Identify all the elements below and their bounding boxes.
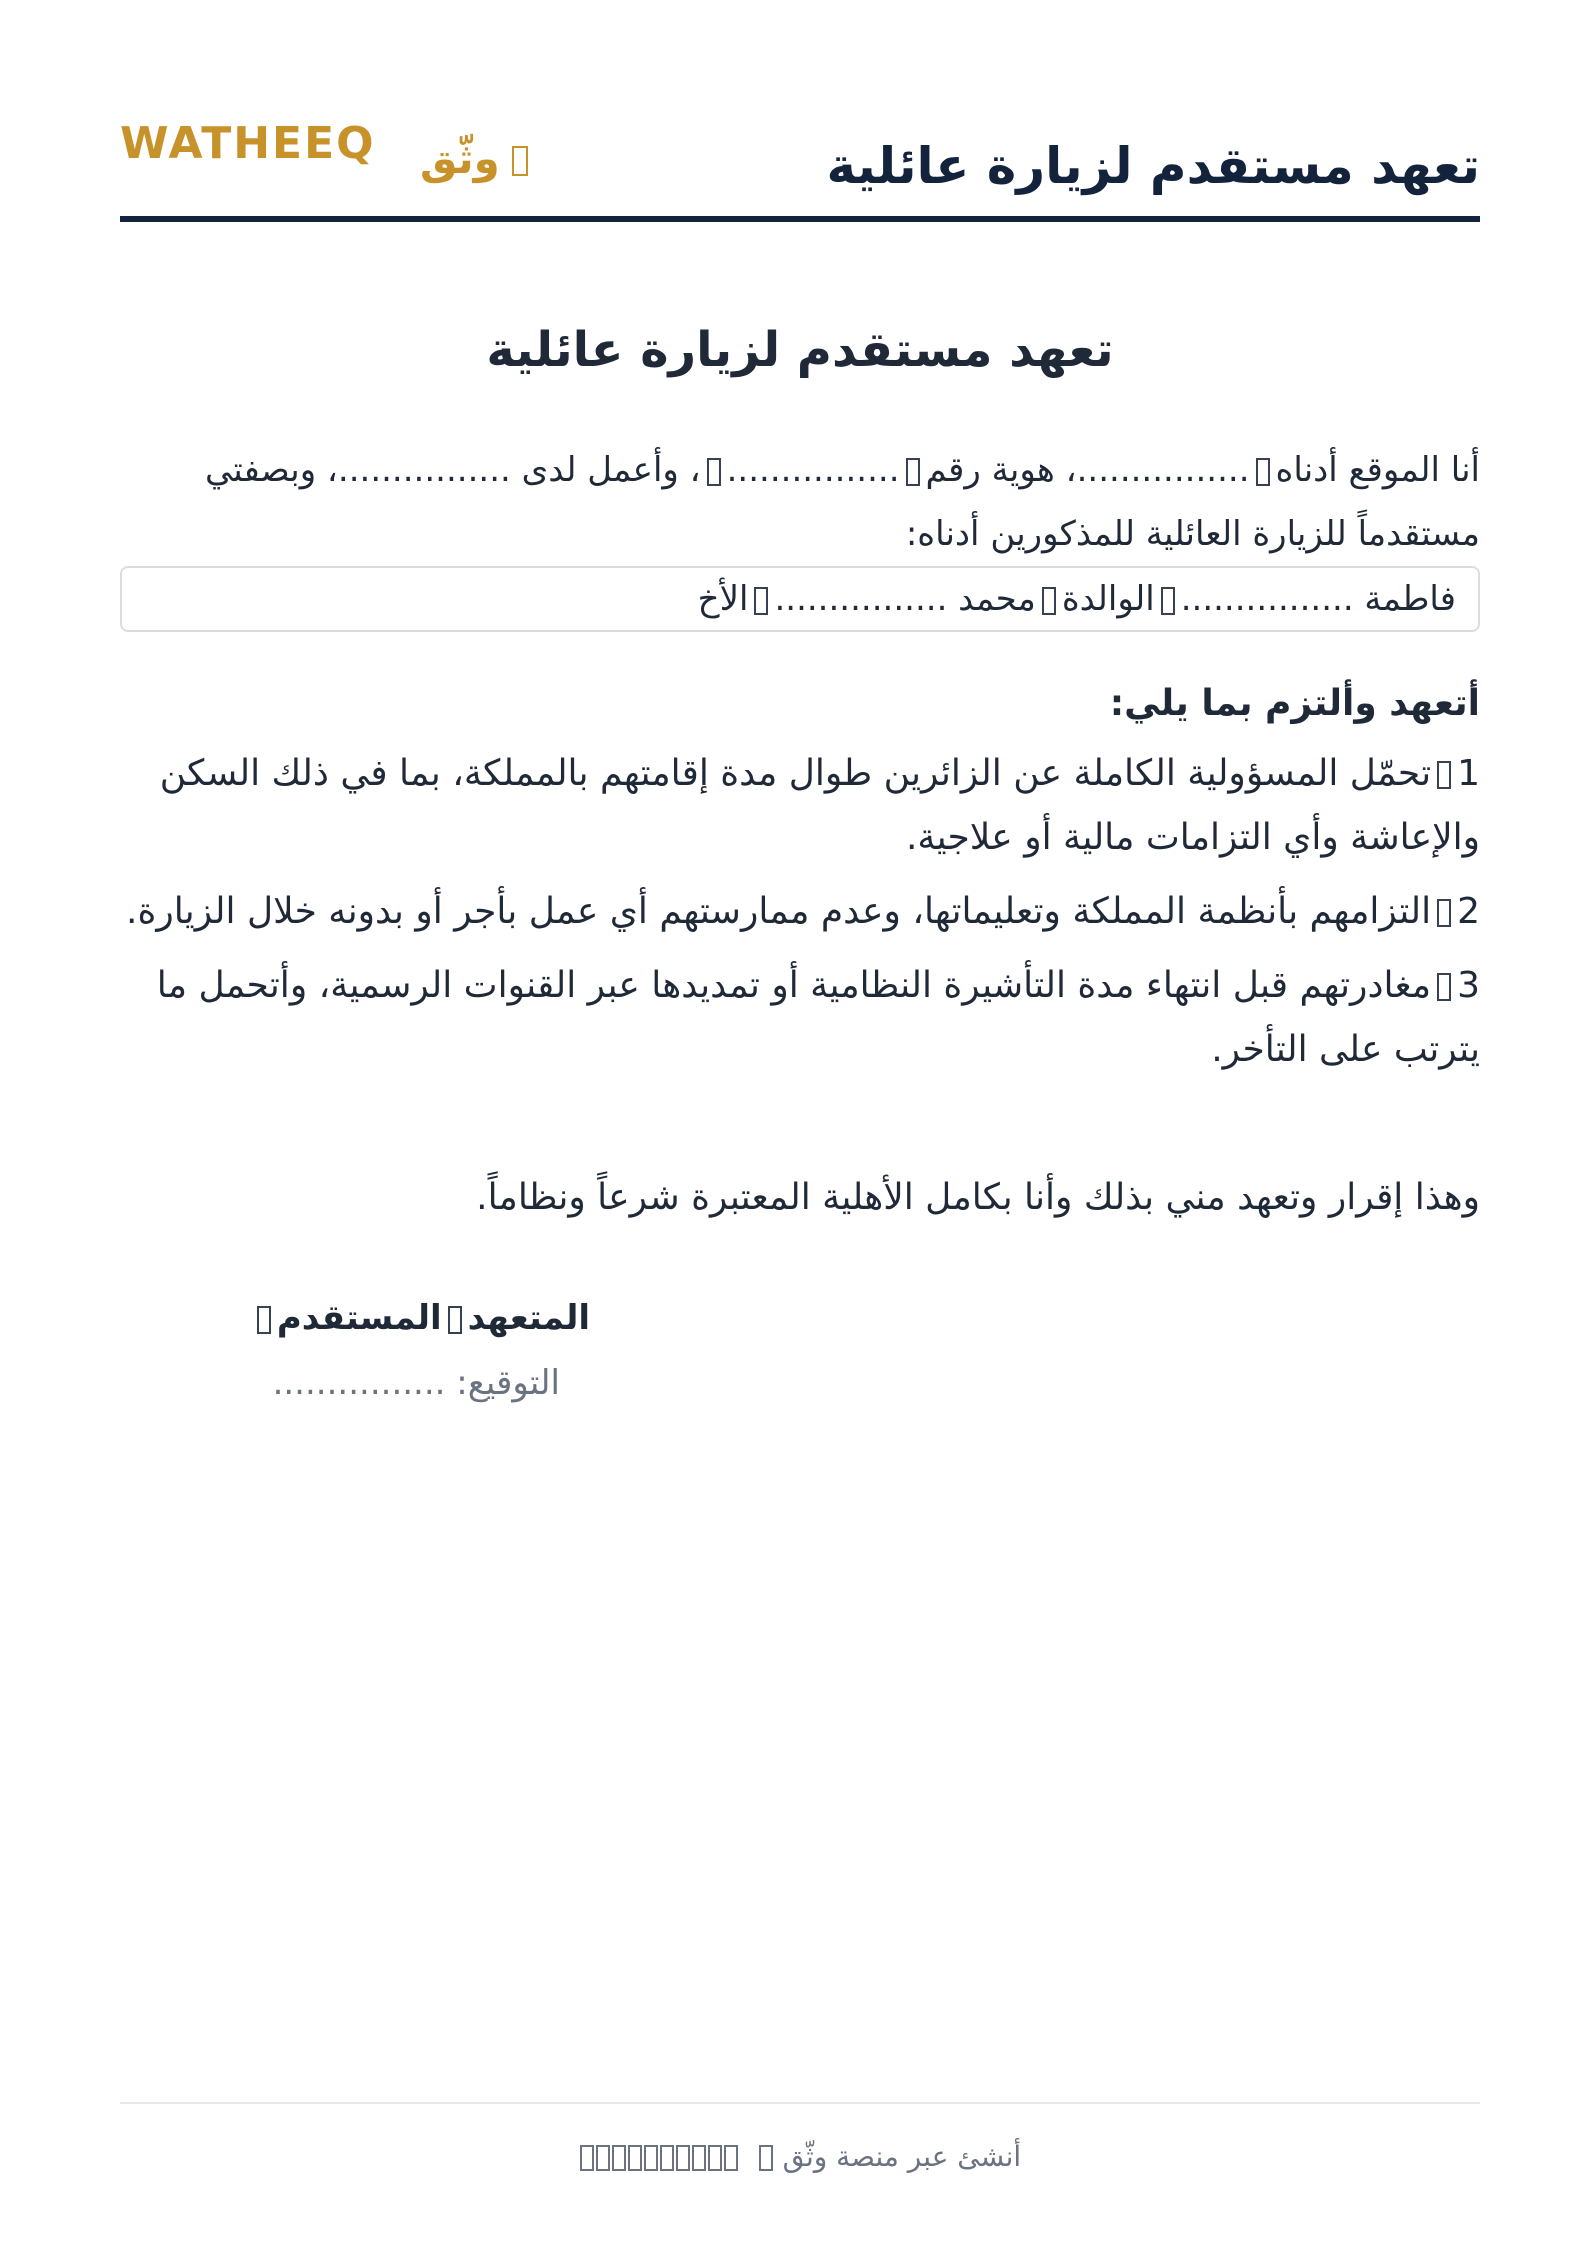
placeholder-box-icon bbox=[1437, 973, 1451, 1001]
closing-statement: وهذا إقرار وتعهد مني بذلك وأنا بكامل الأهلية المعتبرة شرعاً ونظاماً. bbox=[476, 1177, 1480, 1218]
placeholder-box-icon bbox=[1437, 761, 1451, 789]
document-title: تعهد مستقدم لزيارة عائلية bbox=[486, 322, 1114, 378]
visitors-list bbox=[120, 566, 1480, 632]
missing-glyph-icon bbox=[724, 2145, 738, 2171]
intro-paragraph bbox=[180, 438, 1480, 566]
visitor-entry: الأخ bbox=[697, 579, 749, 619]
commitment-clause bbox=[120, 880, 1480, 944]
signatory-role bbox=[230, 1288, 590, 1348]
missing-glyph-icon bbox=[644, 2145, 658, 2171]
missing-glyph-icon bbox=[580, 2145, 594, 2171]
clause-text: مغادرتهم قبل انتهاء مدة التأشيرة النظامية أو تمديدها عبر القنوات الرسمية، وأتحمل ما يترتب على التأخر. bbox=[156, 965, 1480, 1070]
brand-arabic-name: وثّق bbox=[420, 134, 500, 183]
brand-logo bbox=[120, 110, 540, 210]
missing-glyph-icon bbox=[692, 2145, 706, 2171]
header-title: تعهد مستقدم لزيارة عائلية bbox=[826, 137, 1480, 195]
intro-part-2: ................، هوية رقم bbox=[925, 450, 1250, 490]
signatory-role-part-2: المستقدم bbox=[276, 1298, 442, 1338]
intro-part-4: ، وأعمل لدى ................، وبصفتي مستقدماً للزيارة العائلية للمذكورين أدناه: bbox=[204, 450, 1480, 554]
intro-part-1: أنا الموقع أدناه bbox=[1275, 450, 1480, 490]
placeholder-box-icon bbox=[754, 587, 768, 615]
placeholder-box-icon bbox=[707, 458, 721, 486]
visitor-entry: الوالدة bbox=[1061, 579, 1155, 619]
document-page bbox=[120, 0, 1480, 2246]
missing-glyph-icon bbox=[612, 2145, 626, 2171]
signature-block bbox=[230, 1288, 590, 1418]
commitments-title: أتعهد وألتزم بما يلي: bbox=[1109, 683, 1480, 724]
placeholder-box-icon bbox=[1161, 587, 1175, 615]
footer-text: أنشئ عبر منصة وثّق bbox=[782, 2140, 1022, 2173]
placeholder-box-icon bbox=[906, 458, 920, 486]
commitment-clause bbox=[120, 954, 1480, 1082]
footer-link-glyphs bbox=[579, 2140, 739, 2173]
missing-glyph-icon bbox=[596, 2145, 610, 2171]
signatory-role-part-1: المتعهد bbox=[467, 1298, 590, 1338]
clause-number: 1 bbox=[1457, 753, 1480, 794]
clause-text: تحمّل المسؤولية الكاملة عن الزائرين طوال مدة إقامتهم بالمملكة، بما في ذلك السكن والإعاشة وأي التزامات مالية أو علاجية. bbox=[159, 753, 1480, 858]
placeholder-box-icon bbox=[1042, 587, 1056, 615]
signature-line: التوقيع: ................ bbox=[272, 1363, 560, 1403]
intro-part-3: ................ bbox=[726, 450, 900, 490]
placeholder-box-icon bbox=[257, 1306, 271, 1334]
missing-glyph-icon bbox=[660, 2145, 674, 2171]
commitments-list bbox=[120, 742, 1480, 1092]
visitor-entry: محمد ................ bbox=[774, 579, 1036, 619]
missing-glyph-icon bbox=[708, 2145, 722, 2171]
page-footer bbox=[120, 2140, 1480, 2173]
placeholder-box-icon bbox=[448, 1306, 462, 1334]
page-header bbox=[120, 110, 1480, 220]
placeholder-box-icon bbox=[1256, 458, 1270, 486]
commitment-clause bbox=[120, 742, 1480, 870]
visitor-entry: فاطمة ................ bbox=[1180, 579, 1456, 619]
clause-number: 3 bbox=[1457, 965, 1480, 1006]
header-divider bbox=[120, 216, 1480, 222]
placeholder-box-icon bbox=[759, 2145, 773, 2171]
placeholder-box-icon bbox=[1437, 899, 1451, 927]
brand-icon bbox=[512, 146, 528, 176]
missing-glyph-icon bbox=[676, 2145, 690, 2171]
brand-latin-name: WATHEEQ bbox=[120, 118, 376, 169]
clause-number: 2 bbox=[1457, 891, 1480, 932]
footer-divider bbox=[120, 2102, 1480, 2104]
clause-text: التزامهم بأنظمة المملكة وتعليماتها، وعدم ممارستهم أي عمل بأجر أو بدونه خلال الزيارة. bbox=[126, 891, 1432, 932]
missing-glyph-icon bbox=[628, 2145, 642, 2171]
